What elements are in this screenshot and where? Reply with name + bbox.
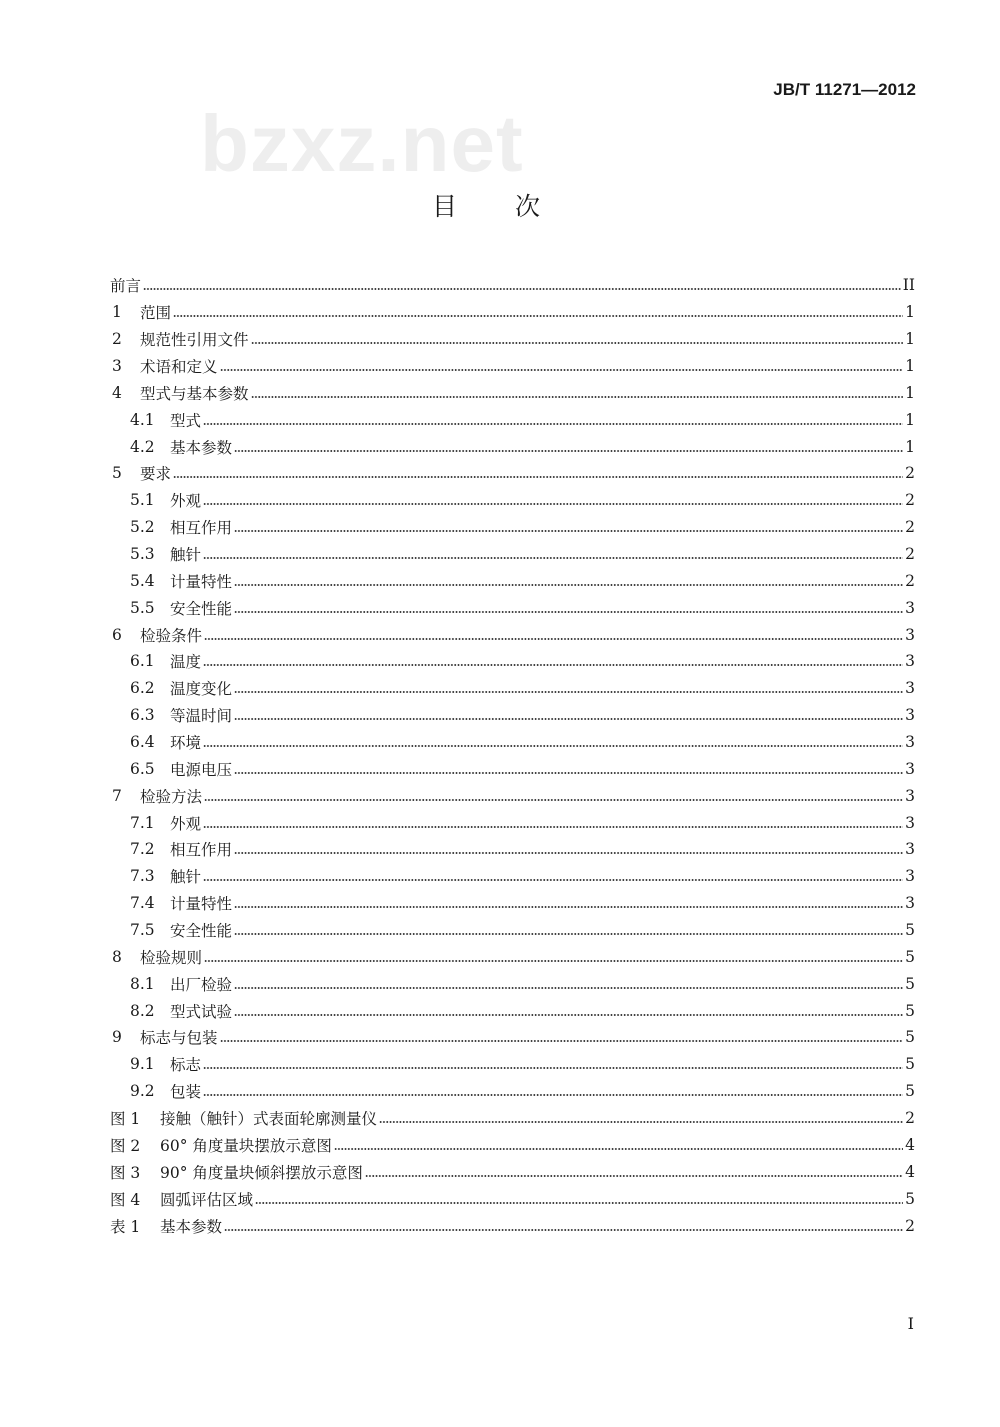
toc-entry-title: 标志 — [170, 1056, 202, 1075]
toc-entry[interactable] — [110, 272, 915, 299]
dot-leader — [251, 341, 904, 345]
toc-entry[interactable] — [110, 863, 915, 890]
dot-leader — [204, 959, 903, 963]
toc-entry-title: 触针 — [170, 546, 202, 565]
dot-leader — [234, 610, 903, 614]
toc-entry[interactable] — [110, 1185, 915, 1212]
toc-entry-number: 7.5 — [130, 921, 155, 940]
dot-leader — [203, 422, 903, 426]
toc-entry-title: 型式试验 — [170, 1002, 233, 1021]
dot-leader — [204, 798, 903, 802]
toc-entry-number: 图 4 — [110, 1190, 141, 1209]
toc-entry-page: 1 — [905, 303, 915, 322]
toc-entry-title: 术语和定义 — [140, 358, 218, 376]
dot-leader — [234, 932, 903, 936]
toc-entry-number: 8.1 — [130, 974, 155, 993]
toc-entry-page: 2 — [905, 1216, 915, 1235]
toc-entry-title: 规范性引用文件 — [140, 331, 249, 350]
toc-entry-title: 接触（触针）式表面轮廓测量仪 — [160, 1110, 378, 1129]
standard-code: JB/T 11271—2012 — [773, 80, 916, 99]
toc-entry[interactable] — [110, 675, 915, 702]
toc-entry-number: 5.4 — [130, 571, 155, 590]
dot-leader — [234, 905, 903, 909]
toc-entry-page: 5 — [905, 921, 915, 940]
toc-entry-number: 图 3 — [110, 1163, 141, 1182]
dot-leader — [234, 717, 903, 721]
toc-entry-title: 电源电压 — [170, 760, 233, 779]
toc-entry-number: 4.2 — [130, 437, 155, 456]
dot-leader — [234, 529, 903, 533]
toc-entry-title: 出厂检验 — [170, 975, 233, 994]
toc-entry-title: 相互作用 — [170, 519, 233, 538]
toc-entry-number: 5.2 — [130, 518, 155, 537]
toc-entry-page: 5 — [905, 947, 915, 966]
toc-entry-title: 环境 — [170, 734, 202, 753]
toc-entry-number: 8.2 — [130, 1001, 155, 1020]
dot-leader — [251, 395, 904, 399]
toc-entry[interactable] — [110, 406, 915, 433]
dot-leader — [255, 1201, 903, 1205]
toc-entry[interactable] — [110, 353, 915, 380]
toc-entry-title: 检验规则 — [140, 948, 203, 967]
dot-leader — [379, 1120, 903, 1124]
toc-entry[interactable] — [110, 943, 915, 970]
toc-entry-title: 外观 — [170, 814, 202, 833]
toc-entry[interactable] — [110, 433, 915, 460]
toc-entry[interactable] — [110, 1024, 915, 1051]
toc-entry-page: 2 — [905, 1109, 915, 1128]
toc-entry[interactable] — [110, 970, 915, 997]
toc-entry-page: 1 — [905, 383, 915, 402]
toc-entry-title: 基本参数 — [170, 438, 233, 457]
table-of-contents — [110, 272, 915, 1239]
toc-entry-page: 3 — [905, 733, 915, 752]
toc-entry[interactable] — [110, 648, 915, 675]
toc-entry-number: 6 — [112, 625, 122, 644]
toc-entry-page: 3 — [905, 840, 915, 859]
toc-entry-number: 2 — [112, 330, 122, 349]
toc-entry-page: 3 — [905, 625, 915, 644]
toc-entry-page: 3 — [905, 867, 915, 886]
toc-entry[interactable] — [110, 541, 915, 568]
toc-entry-number: 6.5 — [130, 759, 155, 778]
toc-entry-page: 3 — [905, 894, 915, 913]
toc-entry-number: 4 — [112, 383, 122, 402]
toc-entry-number: 4.1 — [130, 410, 155, 429]
toc-entry-title: 型式 — [170, 411, 202, 430]
toc-entry-title: 相互作用 — [170, 841, 233, 860]
toc-entry-page: 1 — [905, 330, 915, 349]
toc-entry[interactable] — [110, 1105, 915, 1132]
toc-entry-page: 5 — [905, 1055, 915, 1074]
toc-entry[interactable] — [110, 1078, 915, 1105]
toc-entry-page: 4 — [905, 1162, 915, 1181]
toc-entry-title: 前言 — [110, 277, 142, 296]
dot-leader — [220, 368, 904, 372]
toc-entry-number: 8 — [112, 947, 122, 966]
toc-entry[interactable] — [110, 1051, 915, 1078]
toc-entry-page: 3 — [905, 759, 915, 778]
toc-entry-number: 6.1 — [130, 652, 155, 671]
toc-entry-page: 5 — [905, 1082, 915, 1101]
toc-entry-page: 3 — [905, 813, 915, 832]
toc-entry[interactable] — [110, 755, 915, 782]
toc-entry[interactable] — [110, 514, 915, 541]
dot-leader — [204, 637, 903, 641]
toc-entry-title: 要求 — [140, 465, 172, 484]
toc-entry[interactable] — [110, 487, 915, 514]
toc-entry[interactable] — [110, 997, 915, 1024]
dot-leader — [220, 1039, 904, 1043]
toc-entry-page: 5 — [905, 974, 915, 993]
toc-entry-title: 计量特性 — [170, 572, 233, 591]
toc-entry[interactable] — [110, 460, 915, 487]
toc-entry-number: 7.4 — [130, 894, 155, 913]
toc-entry-number: 1 — [112, 303, 122, 322]
toc-entry[interactable] — [110, 890, 915, 917]
toc-entry-page: 5 — [905, 1189, 915, 1208]
toc-entry-number: 7.1 — [130, 813, 155, 832]
toc-entry-title: 安全性能 — [170, 599, 233, 618]
toc-entry-number: 7.2 — [130, 840, 155, 859]
dot-leader — [203, 825, 903, 829]
toc-entry-title: 型式与基本参数 — [140, 384, 249, 403]
toc-entry-title: 范围 — [140, 304, 172, 323]
toc-entry-page: 1 — [905, 410, 915, 429]
toc-entry-number: 9 — [112, 1028, 122, 1047]
toc-entry-title: 等温时间 — [170, 707, 233, 726]
toc-entry[interactable] — [110, 299, 915, 326]
toc-entry[interactable] — [110, 326, 915, 353]
dot-leader — [203, 1066, 903, 1070]
toc-entry-page: 2 — [905, 571, 915, 590]
dot-leader — [173, 475, 903, 479]
toc-entry-title: 标志与包装 — [140, 1029, 218, 1048]
toc-entry[interactable] — [110, 379, 915, 406]
toc-entry[interactable] — [110, 1132, 915, 1159]
toc-entry[interactable] — [110, 567, 915, 594]
toc-entry-page: 4 — [905, 1135, 915, 1154]
toc-entry-page: 5 — [905, 1001, 915, 1020]
toc-entry-page: II — [902, 276, 915, 295]
toc-entry[interactable] — [110, 729, 915, 756]
toc-entry-number: 5.3 — [130, 545, 155, 564]
toc-entry-title: 90° 角度量块倾斜摆放示意图 — [160, 1163, 363, 1182]
toc-entry[interactable] — [110, 702, 915, 729]
dot-leader — [234, 1013, 903, 1017]
dot-leader — [234, 583, 903, 587]
toc-entry[interactable] — [110, 917, 915, 944]
dot-leader — [203, 744, 903, 748]
toc-entry-number: 5 — [112, 464, 122, 483]
toc-entry-number: 3 — [112, 357, 122, 375]
toc-entry-page: 3 — [905, 652, 915, 671]
dot-leader — [203, 878, 903, 882]
dot-leader — [224, 1228, 903, 1232]
dot-leader — [234, 986, 903, 990]
page-number: I — [907, 1314, 914, 1333]
toc-entry-page: 2 — [905, 464, 915, 483]
toc-entry-number: 5.1 — [130, 491, 155, 510]
toc-entry[interactable] — [110, 1158, 915, 1185]
toc-entry-title: 60° 角度量块摆放示意图 — [160, 1136, 332, 1155]
toc-entry-page: 3 — [905, 679, 915, 698]
dot-leader — [234, 449, 903, 453]
toc-entry-page: 2 — [905, 545, 915, 564]
dot-leader — [203, 502, 903, 506]
toc-entry[interactable] — [110, 1212, 915, 1239]
dot-leader — [173, 314, 903, 318]
page-title: 目次 — [431, 192, 598, 221]
toc-entry[interactable] — [110, 621, 915, 648]
toc-entry[interactable] — [110, 782, 915, 809]
toc-entry-title: 计量特性 — [170, 895, 233, 914]
dot-leader — [234, 771, 903, 775]
toc-entry-number: 9.2 — [130, 1082, 155, 1101]
toc-entry-number: 9.1 — [130, 1055, 155, 1074]
toc-entry-number: 图 2 — [110, 1136, 141, 1155]
toc-entry-title: 安全性能 — [170, 922, 233, 941]
toc-entry-page: 2 — [905, 518, 915, 537]
toc-entry-page: 1 — [905, 437, 915, 456]
toc-entry-number: 7.3 — [130, 867, 155, 886]
toc-entry-page: 3 — [905, 706, 915, 725]
toc-entry-number: 5.5 — [130, 598, 155, 617]
toc-entry-title: 温度 — [170, 653, 202, 672]
dot-leader — [334, 1147, 903, 1151]
dot-leader — [234, 690, 903, 694]
toc-entry-title: 触针 — [170, 868, 202, 887]
toc-entry-page: 2 — [905, 491, 915, 510]
toc-entry[interactable] — [110, 594, 915, 621]
toc-entry-number: 6.4 — [130, 733, 155, 752]
dot-leader — [203, 663, 903, 667]
toc-entry-title: 包装 — [170, 1083, 202, 1102]
dot-leader — [365, 1174, 903, 1178]
toc-entry-number: 6.3 — [130, 706, 155, 725]
toc-entry[interactable] — [110, 836, 915, 863]
dot-leader — [143, 287, 901, 291]
toc-entry-number: 表 1 — [110, 1217, 141, 1236]
toc-entry-title: 圆弧评估区域 — [160, 1190, 254, 1209]
toc-entry-page: 1 — [905, 357, 915, 375]
dot-leader — [203, 556, 903, 560]
toc-entry-title: 温度变化 — [170, 680, 233, 699]
toc-entry-page: 5 — [905, 1028, 915, 1047]
toc-entry-title: 外观 — [170, 492, 202, 511]
watermark: bzxz.net — [200, 99, 524, 188]
toc-entry-title: 基本参数 — [160, 1217, 223, 1236]
toc-entry-title: 检验方法 — [140, 787, 203, 806]
dot-leader — [203, 1093, 903, 1097]
toc-entry[interactable] — [110, 809, 915, 836]
toc-entry-number: 7 — [112, 786, 122, 805]
dot-leader — [234, 851, 903, 855]
toc-entry-title: 检验条件 — [140, 626, 203, 645]
toc-entry-page: 3 — [905, 598, 915, 617]
toc-entry-page: 3 — [905, 786, 915, 805]
toc-entry-number: 图 1 — [110, 1110, 141, 1129]
toc-entry-number: 6.2 — [130, 679, 155, 698]
